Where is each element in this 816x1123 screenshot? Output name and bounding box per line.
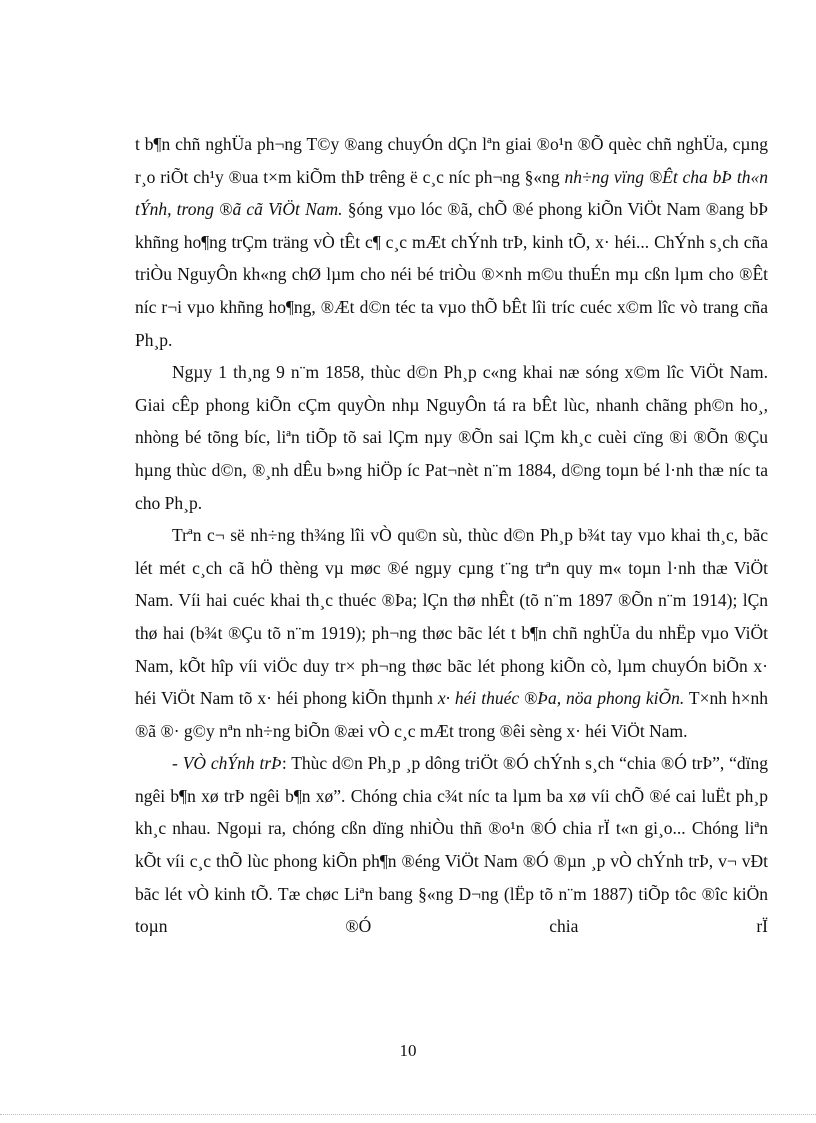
text-run: §óng vµo lóc ®ã, chÕ ®é phong kiÕn ViÖt Nam ®ang bÞ khñng ho¶ng trÇm träng vÒ tÊt c¶ c¸c mÆt chÝnh trÞ, kinh tÕ, x· héi... ChÝnh s¸ch cña triÒu NguyÔn kh«ng chØ lµm cho néi bé triÒu ®×nh m©u thuÉn mµ cßn lµm cho ®Êt níc r¬i vµo khñng ho¶ng, ®Æt d©n téc ta vµo thÕ bÊt lîi tríc cuéc x©m lîc vò trang cña Ph¸p. xyxy=(135,199,768,350)
italic-run: nh÷ng vïng ®Êt cha bÞ th«n tÝnh, trong ®ã cã ViÖt Nam. xyxy=(135,166,768,220)
paragraph-2 xyxy=(135,356,768,519)
body-text xyxy=(135,128,768,943)
italic-run: x· héi thuéc ®Þa, nöa phong kiÕn. xyxy=(437,688,685,709)
text-run: Ngµy 1 th¸ng 9 n¨m 1858, thùc d©n Ph¸p c«ng khai næ sóng x©m lîc ViÖt Nam. Giai cÊp phong kiÕn cÇm quyÒn nhµ NguyÔn tá ra bÊt lùc, nhanh chãng ph©n ho¸, nhòng bé tõng bíc, liªn tiÕp tõ sai lÇm nµy ®Õn sai lÇm kh¸c cuèi cïng ®i ®Õn ®Çu hµng thùc d©n, ®¸nh dÊu b»ng hiÖp íc Pat¬nèt n¨m 1884, d©ng toµn bé l·nh thæ níc ta cho Ph¸p. xyxy=(135,362,768,513)
paragraph-1 xyxy=(135,128,768,356)
italic-run: VÒ chÝnh trÞ xyxy=(182,753,282,774)
text-run: : Thùc d©n Ph¸p ¸p dông triÖt ®Ó chÝnh s¸ch “chia ®Ó trÞ”, “dïng ngêi b¶n xø trÞ ngêi b¶n xø”. Chóng chia c¾t níc ta lµm ba xø víi chÕ ®é cai luËt ph¸p kh¸c nhau. Ngoµi ra, chóng cßn dïng nhiÒu thñ ®o¹n ®Ó chia rÏ t«n gi¸o... Chóng liªn kÕt víi c¸c thÕ lùc phong kiÕn ph¶n ®éng ViÖt Nam ®Ó ®µn ¸p vÒ chÝnh trÞ, v¬ vÐt bãc lét vÒ kinh tÕ. Tæ chøc Liªn bang §«ng D¬ng (lËp tõ n¨m 1887) tiÕp tôc ®îc kiÖn toµn ®Ó chia rÏ xyxy=(135,753,768,937)
page-bottom-rule xyxy=(0,1114,816,1115)
page-number: 10 xyxy=(399,1041,417,1060)
text-run: - xyxy=(172,753,183,774)
paragraph-3 xyxy=(135,519,768,747)
text-run: T×nh h×nh ®ã ®· g©y nªn nh÷ng biÕn ®æi vÒ c¸c mÆt trong ®êi sèng x· héi ViÖt Nam. xyxy=(135,688,769,741)
paragraph-4 xyxy=(135,747,768,943)
text-run: Trªn c¬ së nh÷ng th¾ng lîi vÒ qu©n sù, thùc d©n Ph¸p b¾t tay vµo khai th¸c, bãc lét mét c¸ch cã hÖ thèng vµ møc ®é ngµy cµng t¨ng trªn quy m« toµn l·nh thæ ViÖt Nam. Víi hai cuéc khai th¸c thuéc ®Þa; lÇn thø nhÊt (tõ n¨m 1897 ®Õn n¨m 1914); lÇn thø hai (b¾t ®Çu tõ n¨m 1919); ph¬ng thøc bãc lét t b¶n chñ nghÜa du nhËp vµo ViÖt Nam, kÕt hîp víi viÖc duy tr× ph¬ng thøc bãc lét phong kiÕn cò, lµm chuyÓn biÕn x· héi ViÖt Nam tõ x· héi phong kiÕn thµnh xyxy=(135,525,768,709)
text-run: t b¶n chñ nghÜa ph¬ng T©y ®ang chuyÓn dÇn lªn giai ®o¹n ®Õ quèc chñ nghÜa, cµng r¸o riÕt ch¹y ®ua t×m kiÕm thÞ trêng ë c¸c níc ph¬ng §«ng xyxy=(135,134,768,187)
